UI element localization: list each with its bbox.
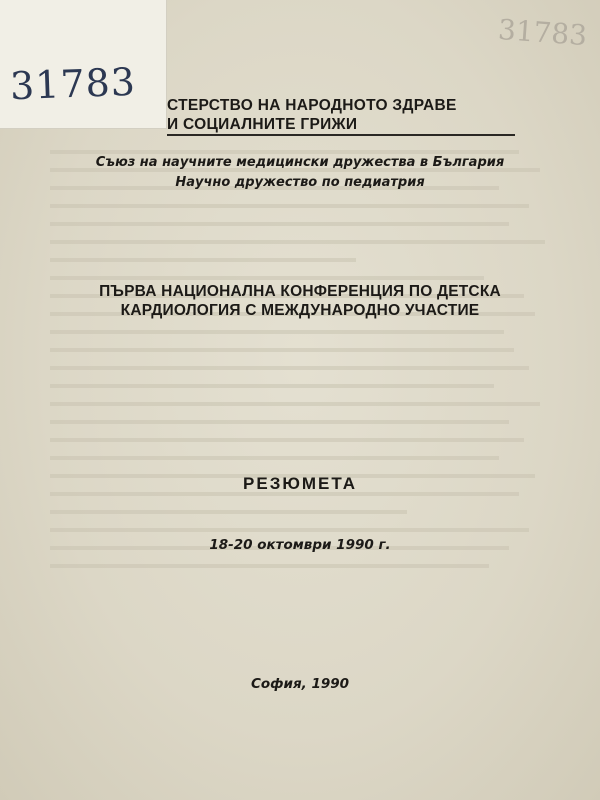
conference-title-line-2: КАРДИОЛОГИЯ С МЕЖДУНАРОДНО УЧАСТИЕ	[120, 302, 480, 319]
inventory-number: 31783	[9, 59, 137, 109]
place-and-year: София, 1990	[250, 676, 350, 692]
organizer-line-2: Научно дружество по педиатрия	[175, 175, 425, 190]
conference-dates: 18-20 октомври 1990 г.	[209, 537, 391, 553]
organizers	[0, 153, 600, 193]
ministry-heading	[167, 96, 457, 134]
heading-rule	[167, 134, 515, 136]
conference-title	[0, 282, 600, 320]
document-type: РЕЗЮМЕТА	[243, 474, 357, 493]
library-sticker	[0, 0, 167, 129]
corner-pencil-mark: 31783	[496, 12, 589, 53]
organizer-line-1: Съюз на научните медицински дружества в България	[95, 155, 505, 170]
ministry-line-2: И СОЦИАЛНИТЕ ГРИЖИ	[167, 116, 358, 133]
ministry-line-1: СТЕРСТВО НА НАРОДНОТО ЗДРАВЕ	[167, 97, 457, 114]
conference-title-line-1: ПЪРВА НАЦИОНАЛНА КОНФЕРЕНЦИЯ ПО ДЕТСКА	[99, 283, 501, 300]
